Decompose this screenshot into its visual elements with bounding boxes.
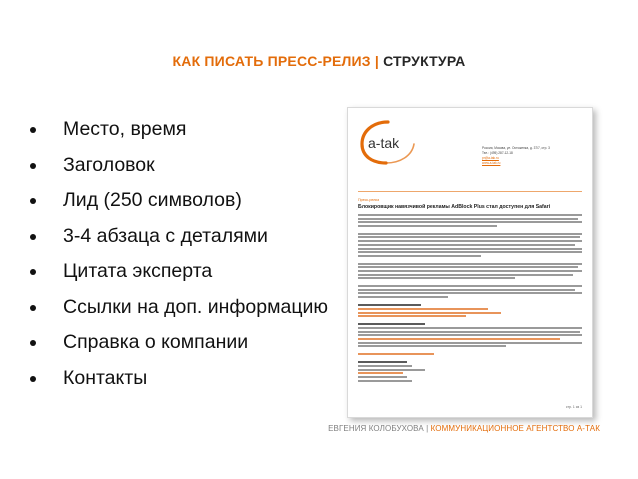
bullet-dot-icon — [30, 127, 36, 133]
title-main: КАК ПИСАТЬ ПРЕСС-РЕЛИЗ — [172, 53, 371, 69]
email-link: pr@a-tak.ru — [482, 156, 499, 160]
list-item-text: Контакты — [63, 366, 148, 389]
list-item — [30, 116, 330, 142]
company-address — [482, 146, 582, 166]
title-separator: | — [374, 53, 379, 69]
bullet-dot-icon — [30, 376, 36, 382]
list-item-text: Цитата эксперта — [63, 260, 213, 282]
bullet-dot-icon — [30, 198, 36, 204]
bullet-dot-icon — [30, 305, 36, 311]
list-item-text: Ссылки на доп. информацию — [63, 295, 329, 318]
list-item — [30, 258, 330, 284]
list-item — [30, 329, 330, 355]
page-number: стр. 1 из 1 — [565, 405, 582, 409]
list-item-text: Справка о компании — [63, 331, 249, 353]
document-kicker: Пресс-релиз — [358, 198, 380, 202]
a-tak-logo-icon — [358, 118, 418, 166]
document-body-lines — [358, 214, 582, 383]
list-item-text: Лид (250 символов) — [63, 189, 242, 211]
bullet-dot-icon — [30, 163, 36, 169]
document-headline: Блокировщик навязчивой рекламы AdBlock Plus стал доступен для Safari — [358, 204, 551, 210]
list-item — [30, 223, 330, 249]
slide-title — [0, 53, 638, 69]
footer-organization: КОММУНИКАЦИОННОЕ АГЕНТСТВО А-ТАК — [430, 424, 600, 433]
footer-separator: | — [426, 424, 429, 433]
bullet-dot-icon — [30, 234, 36, 240]
bullet-dot-icon — [30, 269, 36, 275]
logo-text: a-tak — [368, 135, 400, 151]
bullet-list — [30, 116, 330, 400]
bullet-dot-icon — [30, 340, 36, 346]
list-item — [30, 365, 330, 391]
footer — [0, 424, 600, 433]
phone-line: Тел.: (495) 287-12-18 — [482, 151, 513, 155]
title-section: СТРУКТУРА — [383, 53, 466, 69]
address-line: Россия, Москва, ул. Остоженка, д. 37/7, стр. 3 — [482, 146, 550, 150]
list-item-text: 3-4 абзаца с деталями — [63, 224, 268, 247]
footer-author: ЕВГЕНИЯ КОЛОБУХОВА — [328, 424, 424, 433]
divider — [358, 191, 582, 192]
website-link: www.a-tak.ru — [482, 161, 501, 165]
list-item — [30, 294, 330, 320]
press-release-thumbnail — [347, 107, 593, 418]
list-item — [30, 187, 330, 213]
list-item — [30, 152, 330, 178]
list-item-text: Место, время — [63, 118, 187, 140]
list-item-text: Заголовок — [63, 153, 155, 176]
